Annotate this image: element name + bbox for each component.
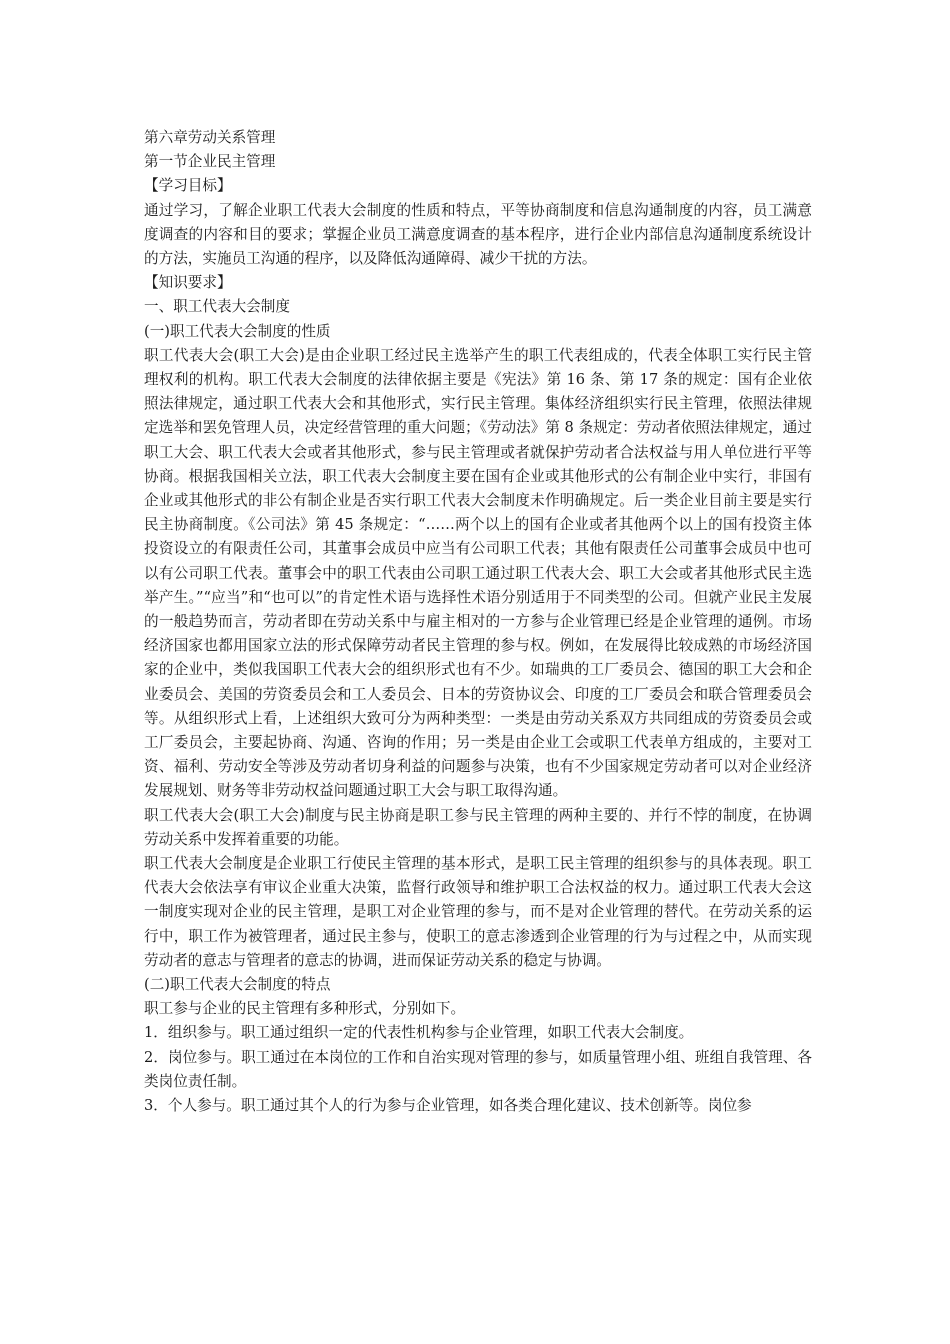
list-item-position: 2．岗位参与。职工通过在本岗位的工作和自治实现对管理的参与，如质量管理小组、班组自我管理、各类岗位责任制。 (144, 1048, 812, 1090)
chapter-title: 第六章劳动关系管理 (144, 129, 276, 146)
list-item-individual: 3．个人参与。职工通过其个人的行为参与企业管理，如各类合理化建议、技术创新等。岗位参 (144, 1097, 752, 1114)
section-heading-1: 一、职工代表大会制度 (144, 298, 290, 316)
paragraph-parallel-systems: 职工代表大会(职工大会)制度与民主协商是职工参与民主管理的两种主要的、并行不悖的制度，在协调劳动关系中发挥着重要的功能。 (144, 806, 812, 848)
section-title: 第一节企业民主管理 (144, 153, 276, 171)
paragraph-basic-form: 职工代表大会制度是企业职工行使民主管理的基本形式，是职工民主管理的组织参与的具体表现。职工代表大会依法享有审议企业重大决策，监督行政领导和维护职工合法权益的权力。通过职工代表大会这一制度实现对企业的民主管理，是职工对企业管理的参与，而不是对企业管理的替代。在劳动关系的运行中，职工作为被管理者，通过民主参与，使职工的意志渗透到企业管理的行为与过程之中，从而实现劳动者的意志与管理者的意志的协调，进而保证劳动关系的稳定与协调。 (144, 855, 812, 969)
paragraph-nature: 职工代表大会(职工大会)是由企业职工经过民主选举产生的职工代表组成的，代表全体职工实行民主管理权利的机构。职工代表大会制度的法律依据主要是《宪法》第 16 条、第 17 条的规定：国有企业依照法律规定，通过职工代表大会和其他形式，实行民主管理。集体经济组织实行民主管理，依照法律规定选举和罢免管理人员，决定经营管理的重大问题；《劳动法》第 8 条规定：劳动者依照法律规定，通过职工大会、职工代表大会或者其他形式，参与民主管理或者就保护劳动者合法权益与用人单位进行平等协商。根据我国相关立法，职工代表大会制度主要在国有企业或其他形式的公有制企业中实行，非国有企业或其他形式的非公有制企业是否实行职工代表大会制度未作明确规定。后一类企业目前主要是实行民主协商制度。《公司法》第 45 条规定：“……两个以上的国有企业或者其他两个以上的国有投资主体投资设立的有限责任公司，其董事会成员中应当有公司职工代表；其他有限责任公司董事会成员中也可以有公司职工代表。董事会中的职工代表由公司职工通过职工代表大会、职工大会或者其他形式民主选举产生。”“应当”和“也可以”的肯定性术语与选择性术语分别适用于不同类型的公司。但就产业民主发展的一般趋势而言，劳动者即在劳动关系中与雇主相对的一方参与企业管理已经是企业管理的通例。市场经济国家也都用国家立法的形式保障劳动者民主管理的参与权。例如，在发展得比较成熟的市场经济国家的企业中，类似我国职工代表大会的组织形式也有不少。如瑞典的工厂委员会、德国的职工大会和企业委员会、美国的劳资委员会和工人委员会、日本的劳资协议会、印度的工厂委员会和联合管理委员会等。从组织形式上看，上述组织大致可分为两种类型：一类是由劳动关系双方共同组成的劳资委员会或工厂委员会，主要起协商、沟通、咨询的作用；另一类是由企业工会或职工代表单方组成的，主要对工资、福利、劳动安全等涉及劳动者切身利益的问题参与决策，也有不少国家规定劳动者可以对企业经济发展规划、财务等非劳动权益问题通过职工大会与职工取得沟通。 (144, 346, 812, 800)
knowledge-requirements-heading: 【知识要求】 (144, 274, 232, 292)
document-body (144, 126, 812, 1118)
subheading-nature: (一)职工代表大会制度的性质 (144, 322, 331, 340)
paragraph-forms-intro: 职工参与企业的民主管理有多种形式，分别如下。 (144, 1000, 466, 1018)
subheading-features: (二)职工代表大会制度的特点 (144, 976, 331, 994)
learning-objectives-text: 通过学习，了解企业职工代表大会制度的性质和特点，平等协商制度和信息沟通制度的内容，员工满意度调查的内容和目的要求；掌握企业员工满意度调查的基本程序，进行企业内部信息沟通制度系统设计的方法，实施员工沟通的程序，以及降低沟通障碍、减少干扰的方法。 (144, 201, 812, 267)
list-item-organization: 1．组织参与。职工通过组织一定的代表性机构参与企业管理，如职工代表大会制度。 (144, 1024, 694, 1042)
learning-objectives-heading: 【学习目标】 (144, 177, 232, 195)
